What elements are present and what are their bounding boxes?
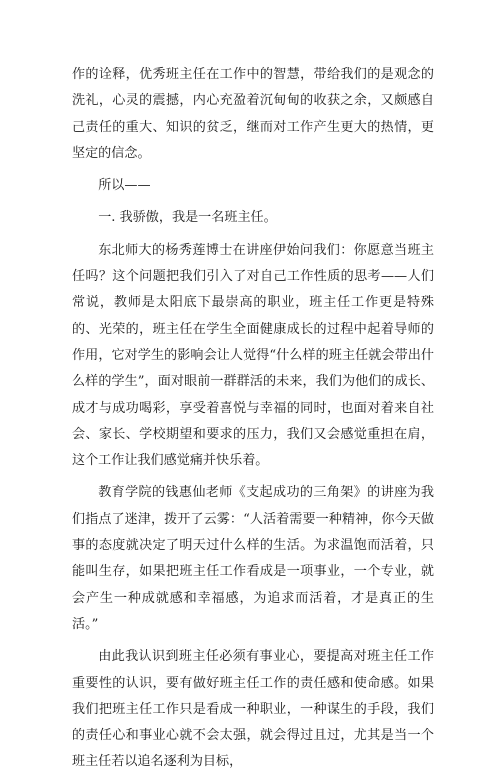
document-body bbox=[72, 62, 434, 782]
paragraph-transition: 所以—— bbox=[98, 178, 151, 194]
paragraph-body: 教育学院的钱惠仙老师《支起成功的三角架》的讲座为我们指点了迷津，拨开了云雾：“人活着需要一种精神，你今天做事的态度就决定了明天过什么样的生活。为求温饱而活着，只能叫生存，如果把班主任工作看成是一项事业，一个专业，就会产生一种成就感和幸福感，为追求而活着，才是真正的生活。” bbox=[72, 485, 434, 632]
section-heading: 一. 我骄傲，我是一名班主任。 bbox=[98, 210, 277, 226]
paragraph-body: 东北师大的杨秀莲博士在讲座伊始问我们：你愿意当班主任吗？这个问题把我们引入了对自己工作性质的思考——人们常说，教师是太阳底下最崇高的职业，班主任工作更是特殊的、光荣的，班主任在学生全面健康成长的过程中起着导师的作用，它对学生的影响会让人觉得“什么样的班主任就会带出什么样的学生”，面对眼前一群群活的未来，我们为他们的成长、成才与成功喝彩，享受着喜悦与幸福的同时，也面对着来自社会、家长、学校期望和要求的压力，我们又会感觉重担在肩，这个工作让我们感觉痛并快乐着。 bbox=[72, 242, 434, 469]
paragraph-body: 由此我认识到班主任必须有事业心，要提高对班主任工作重要性的认识，要有做好班主任工作的责任感和使命感。如果我们把班主任工作只是看成一种职业，一种谋生的手段，我们的责任心和事业心就不会太强，就会得过且过，尤其是当一个班主任若以追名逐利为目标， bbox=[72, 649, 434, 770]
paragraph-continuation: 作的诠释，优秀班主任在工作中的智慧，带给我们的是观念的洗礼，心灵的震撼，内心充盈着沉甸甸的收获之余，又颇感自己责任的重大、知识的贫乏，继而对工作产生更大的热情，更坚定的信念。 bbox=[72, 67, 434, 161]
